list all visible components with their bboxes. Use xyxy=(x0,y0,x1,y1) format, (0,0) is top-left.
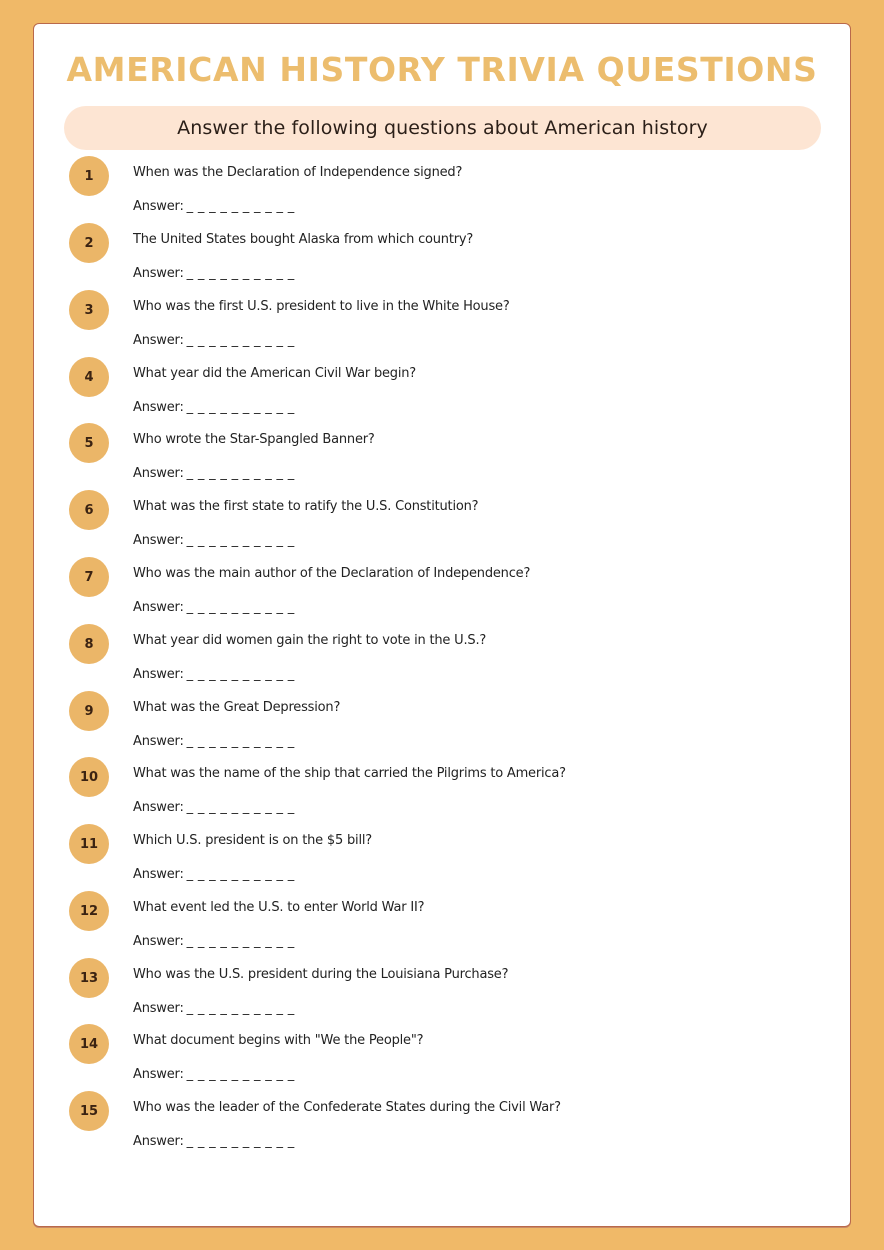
question-number-badge: 9 xyxy=(69,691,109,731)
answer-blank[interactable]: _ _ _ _ _ _ _ _ _ _ xyxy=(186,466,295,481)
answer-blank[interactable]: _ _ _ _ _ _ _ _ _ _ xyxy=(186,199,295,214)
question-number-badge: 5 xyxy=(69,423,109,463)
answer-label: Answer: xyxy=(133,1067,184,1082)
question-text: The United States bought Alaska from which country? xyxy=(133,232,474,247)
question-item xyxy=(34,958,850,1024)
question-number-badge: 12 xyxy=(69,891,109,931)
answer-line[interactable] xyxy=(133,934,295,950)
answer-line[interactable] xyxy=(133,1134,295,1150)
answer-label: Answer: xyxy=(133,533,184,548)
answer-label: Answer: xyxy=(133,667,184,682)
question-number-badge: 3 xyxy=(69,290,109,330)
answer-label: Answer: xyxy=(133,466,184,481)
question-item xyxy=(34,691,850,757)
answer-label: Answer: xyxy=(133,1001,184,1016)
answer-line[interactable] xyxy=(133,533,295,549)
question-text: Who was the leader of the Confederate States during the Civil War? xyxy=(133,1100,561,1115)
answer-line[interactable] xyxy=(133,1001,295,1017)
answer-label: Answer: xyxy=(133,600,184,615)
answer-blank[interactable]: _ _ _ _ _ _ _ _ _ _ xyxy=(186,800,295,815)
question-text: What year did women gain the right to vote in the U.S.? xyxy=(133,633,487,648)
answer-label: Answer: xyxy=(133,199,184,214)
question-item xyxy=(34,156,850,222)
question-item xyxy=(34,557,850,623)
question-text: What event led the U.S. to enter World War II? xyxy=(133,900,425,915)
question-item xyxy=(34,357,850,423)
question-item xyxy=(34,757,850,823)
answer-label: Answer: xyxy=(133,400,184,415)
question-item xyxy=(34,423,850,489)
answer-blank[interactable]: _ _ _ _ _ _ _ _ _ _ xyxy=(186,1067,295,1082)
answer-line[interactable] xyxy=(133,333,295,349)
answer-line[interactable] xyxy=(133,600,295,616)
question-number-badge: 15 xyxy=(69,1091,109,1131)
answer-label: Answer: xyxy=(133,800,184,815)
answer-blank[interactable]: _ _ _ _ _ _ _ _ _ _ xyxy=(186,934,295,949)
question-list xyxy=(34,24,850,1226)
answer-line[interactable] xyxy=(133,199,295,215)
question-number-badge: 4 xyxy=(69,357,109,397)
instructions-text: Answer the following questions about American history xyxy=(177,117,708,139)
answer-line[interactable] xyxy=(133,400,295,416)
answer-label: Answer: xyxy=(133,333,184,348)
answer-blank[interactable]: _ _ _ _ _ _ _ _ _ _ xyxy=(186,400,295,415)
question-item xyxy=(34,490,850,556)
question-number-badge: 1 xyxy=(69,156,109,196)
answer-blank[interactable]: _ _ _ _ _ _ _ _ _ _ xyxy=(186,1001,295,1016)
answer-label: Answer: xyxy=(133,734,184,749)
answer-line[interactable] xyxy=(133,800,295,816)
question-text: What document begins with "We the People"? xyxy=(133,1033,424,1048)
worksheet-title: AMERICAN HISTORY TRIVIA QUESTIONS xyxy=(66,50,818,89)
question-number-badge: 13 xyxy=(69,958,109,998)
question-number-badge: 11 xyxy=(69,824,109,864)
answer-blank[interactable]: _ _ _ _ _ _ _ _ _ _ xyxy=(186,266,295,281)
question-number-badge: 14 xyxy=(69,1024,109,1064)
question-item xyxy=(34,891,850,957)
question-text: What was the Great Depression? xyxy=(133,700,341,715)
answer-label: Answer: xyxy=(133,934,184,949)
question-item xyxy=(34,624,850,690)
answer-blank[interactable]: _ _ _ _ _ _ _ _ _ _ xyxy=(186,734,295,749)
question-item xyxy=(34,223,850,289)
answer-line[interactable] xyxy=(133,667,295,683)
question-text: What year did the American Civil War begin? xyxy=(133,366,416,381)
answer-line[interactable] xyxy=(133,867,295,883)
answer-blank[interactable]: _ _ _ _ _ _ _ _ _ _ xyxy=(186,667,295,682)
answer-blank[interactable]: _ _ _ _ _ _ _ _ _ _ xyxy=(186,1134,295,1149)
question-item xyxy=(34,290,850,356)
answer-line[interactable] xyxy=(133,266,295,282)
question-text: Who was the first U.S. president to live in the White House? xyxy=(133,299,510,314)
question-text: Who was the U.S. president during the Louisiana Purchase? xyxy=(133,967,509,982)
question-text: When was the Declaration of Independence signed? xyxy=(133,165,463,180)
question-text: Which U.S. president is on the $5 bill? xyxy=(133,833,372,848)
question-number-badge: 8 xyxy=(69,624,109,664)
question-item xyxy=(34,824,850,890)
question-number-badge: 2 xyxy=(69,223,109,263)
question-item xyxy=(34,1024,850,1090)
answer-blank[interactable]: _ _ _ _ _ _ _ _ _ _ xyxy=(186,333,295,348)
answer-label: Answer: xyxy=(133,867,184,882)
question-text: What was the name of the ship that carried the Pilgrims to America? xyxy=(133,766,566,781)
worksheet-card xyxy=(33,23,851,1227)
question-text: What was the first state to ratify the U.S. Constitution? xyxy=(133,499,479,514)
answer-label: Answer: xyxy=(133,1134,184,1149)
answer-blank[interactable]: _ _ _ _ _ _ _ _ _ _ xyxy=(186,867,295,882)
question-number-badge: 7 xyxy=(69,557,109,597)
answer-blank[interactable]: _ _ _ _ _ _ _ _ _ _ xyxy=(186,533,295,548)
question-text: Who was the main author of the Declaration of Independence? xyxy=(133,566,531,581)
answer-line[interactable] xyxy=(133,1067,295,1083)
question-number-badge: 10 xyxy=(69,757,109,797)
question-item xyxy=(34,1091,850,1157)
answer-label: Answer: xyxy=(133,266,184,281)
question-number-badge: 6 xyxy=(69,490,109,530)
question-text: Who wrote the Star-Spangled Banner? xyxy=(133,432,375,447)
answer-line[interactable] xyxy=(133,466,295,482)
answer-line[interactable] xyxy=(133,734,295,750)
answer-blank[interactable]: _ _ _ _ _ _ _ _ _ _ xyxy=(186,600,295,615)
